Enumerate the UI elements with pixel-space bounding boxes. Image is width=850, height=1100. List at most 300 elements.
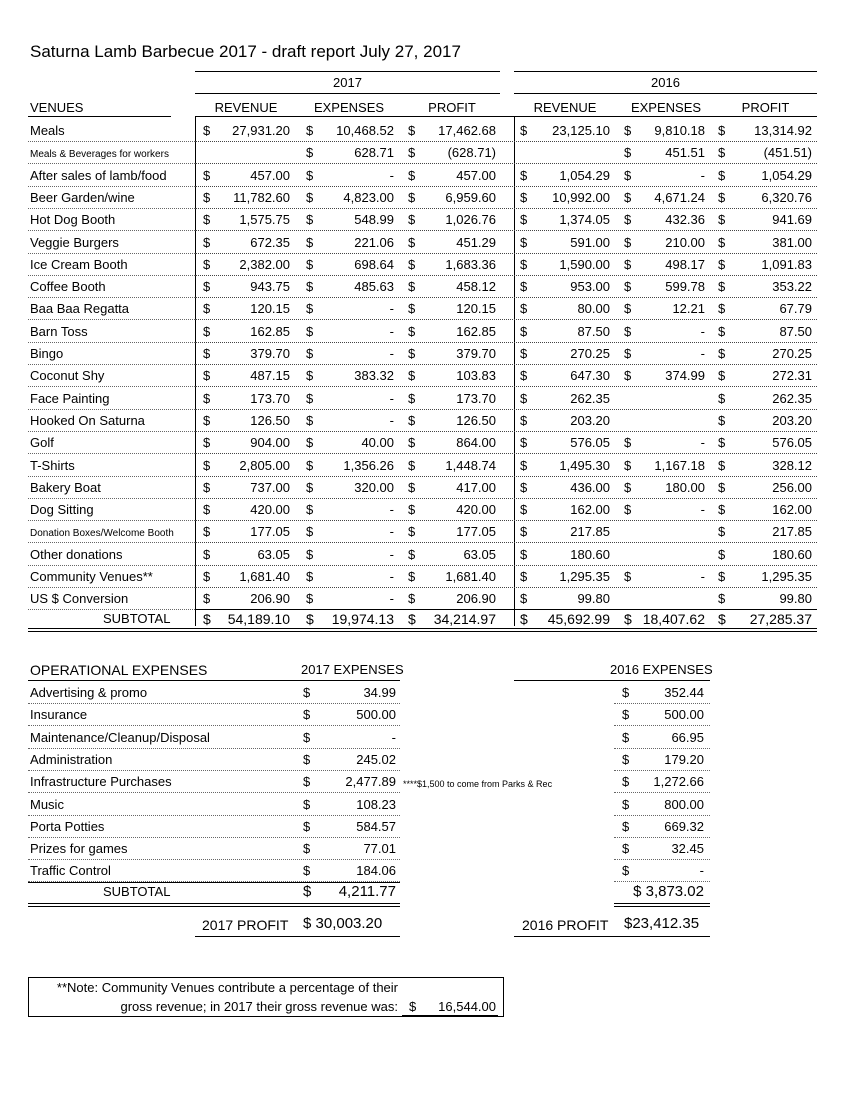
row-separator [28,208,195,209]
venue-profit-2016: 1,295.35 [761,569,812,584]
venue-revenue-2017: 173.70 [250,390,290,406]
currency-sign: $ [408,323,416,339]
venue-revenue-2016: 591.00 [570,234,610,250]
opex-name: Music [30,796,64,812]
row-separator [614,859,710,860]
year-header-2016: 2016 [651,75,680,90]
venue-profit-2016: 203.20 [772,412,812,428]
row-separator [614,770,710,771]
venue-expenses-2016: 432.36 [665,212,705,228]
report-title: Saturna Lamb Barbecue 2017 - draft report July 27, 2017 [30,42,461,61]
currency-sign: $ [718,212,726,228]
venue-profit-2016: (451.51) [763,145,812,161]
row-separator [195,476,817,477]
subtotal-revenue-2016: 45,692.99 [547,611,610,627]
currency-sign: $ [520,234,528,250]
row-separator [28,859,400,860]
opex-subtotal-double-rule-2016 [614,903,710,907]
opex-value-2016: 500.00 [664,707,704,723]
row-separator [195,163,817,164]
venue-profit-2017: (628.71) [447,145,496,161]
currency-sign: $ [622,841,630,857]
currency-sign: $ [306,145,314,161]
row-separator [195,253,817,254]
venue-expenses-2017: - [389,346,394,361]
rule-2017-top [195,71,500,72]
venue-expenses-2016: 374.99 [665,368,705,384]
row-separator [195,275,817,276]
subtotal-expenses-2016: 18,407.62 [642,611,705,627]
subtotal-profit-2016: 27,285.37 [749,611,812,627]
venue-expenses-2017: - [389,390,394,406]
opex-value-2017: 77.01 [363,841,396,857]
venue-revenue-2017: 487.15 [250,368,290,384]
currency-sign: $ [306,301,314,317]
currency-sign: $ [718,234,726,250]
row-separator [614,725,710,726]
currency-sign: $ [408,256,416,272]
currency-sign: $ [718,591,726,607]
currency-sign: $ [203,234,211,250]
venue-profit-2017: 1,683.36 [445,256,496,272]
opex-value-2017: 584.57 [356,818,396,834]
venues-header-rule [28,116,171,117]
opex-value-2016: 669.32 [664,818,704,834]
venue-profit-2016: 576.05 [772,435,812,451]
venue-revenue-2016: 262.35 [570,390,610,406]
venue-expenses-2016: 1,167.18 [654,457,705,473]
currency-sign: $ [408,167,416,183]
currency-sign: $ [303,796,311,812]
currency-sign: $ [306,346,314,361]
venue-name: Veggie Burgers [30,234,119,250]
currency-sign: $ [203,123,211,138]
venue-expenses-2017: - [389,591,394,607]
currency-sign: $ [622,685,630,700]
venue-expenses-2016: - [700,502,705,518]
currency-sign: $ [306,591,314,607]
venue-expenses-2017: 40.00 [361,435,394,451]
row-separator [195,297,817,298]
venue-expenses-2017: 548.99 [354,212,394,228]
venue-expenses-2016: 498.17 [665,256,705,272]
venue-expenses-2017: - [389,569,394,584]
venue-revenue-2017: 63.05 [257,546,290,562]
opex-col-2017: 2017 EXPENSES [301,662,404,677]
currency-sign: $ [408,189,416,205]
venue-profit-2016: 67.79 [779,301,812,317]
venue-expenses-2017: 383.32 [354,368,394,384]
currency-sign: $ [306,234,314,250]
venue-revenue-2017: 379.70 [250,346,290,361]
opex-value-2016: 1,272.66 [653,774,704,790]
venue-revenue-2016: 1,374.05 [559,212,610,228]
venue-name: Dog Sitting [30,502,94,518]
venue-revenue-2016: 80.00 [577,301,610,317]
currency-sign: $ [624,212,632,228]
venue-expenses-2017: 221.06 [354,234,394,250]
currency-sign: $ [624,167,632,183]
venue-revenue-2016: 180.60 [570,546,610,562]
row-separator [28,542,195,543]
row-separator [28,725,400,726]
currency-sign: $ [303,685,311,700]
venue-name: US $ Conversion [30,591,129,607]
currency-sign: $ [520,591,528,607]
venue-profit-2017: 120.15 [456,301,496,317]
venue-revenue-2017: 737.00 [250,479,290,495]
currency-sign: $ [718,346,726,361]
currency-sign: $ [306,435,314,451]
currency-sign: $ [203,368,211,384]
currency-sign: $ [306,479,314,495]
subtotal-top-rule [195,609,817,610]
row-separator [28,163,195,164]
venue-name: After sales of lamb/food [30,167,167,183]
currency-sign: $ [520,569,528,584]
currency-sign: $ [203,435,211,451]
rule-2016-top [514,71,817,72]
currency-sign: $ [408,435,416,451]
opex-value-2016: 179.20 [664,751,704,767]
currency-sign: $ [622,796,630,812]
row-separator [28,565,195,566]
currency-sign: $ [624,611,632,627]
currency-sign: $ [203,167,211,183]
venue-revenue-2016: 217.85 [570,524,610,540]
venue-profit-2017: 1,448.74 [445,457,496,473]
currency-sign: $ [306,368,314,384]
currency-sign: $ [203,323,211,339]
venue-profit-2017: 451.29 [456,234,496,250]
venue-expenses-2017: - [389,167,394,183]
venue-revenue-2017: 2,805.00 [239,457,290,473]
row-separator [28,770,400,771]
row-separator [195,565,817,566]
opex-value-2017: 500.00 [356,707,396,723]
venue-revenue-2016: 1,590.00 [559,256,610,272]
currency-sign: $ [408,368,416,384]
venue-name: Coffee Booth [30,279,106,295]
currency-sign: $ [624,502,632,518]
currency-sign: $ [408,457,416,473]
currency-sign: $ [303,729,311,745]
venue-profit-2016: 272.31 [772,368,812,384]
venue-name: Community Venues** [30,569,153,584]
currency-sign: $ [520,256,528,272]
venue-profit-2017: 17,462.68 [438,123,496,138]
opex-value-2017: 34.99 [363,685,396,700]
currency-sign: $ [624,256,632,272]
col-header-revenue-2016: REVENUE [533,100,597,115]
currency-sign: $ [408,279,416,295]
venue-expenses-2016: - [700,167,705,183]
opex-value-2016: 66.95 [671,729,704,745]
currency-sign: $ [203,569,211,584]
currency-sign: $ [624,569,632,584]
currency-sign: $ [306,457,314,473]
currency-sign: $ [718,390,726,406]
venue-profit-2017: 63.05 [463,546,496,562]
opex-name: Administration [30,751,113,767]
note-currency: $ [409,999,417,1014]
currency-sign: $ [624,435,632,451]
venue-name: Beer Garden/wine [30,189,135,205]
profit-2017-rule [195,936,400,937]
currency-sign: $ [718,479,726,495]
currency-sign: $ [624,189,632,205]
venue-expenses-2017: 485.63 [354,279,394,295]
currency-sign: $ [408,123,416,138]
currency-sign: $ [303,818,311,834]
currency-sign: $ [408,145,416,161]
venue-profit-2016: 270.25 [772,346,812,361]
row-separator [28,230,195,231]
venue-name: Bingo [30,346,64,361]
venue-name: Coconut Shy [30,368,105,384]
row-separator [195,208,817,209]
infrastructure-note: ****$1,500 to come from Parks & Rec [403,779,553,789]
venue-expenses-2016: 9,810.18 [654,123,705,138]
currency-sign: $ [624,279,632,295]
currency-sign: $ [408,611,416,627]
venue-profit-2016: 162.00 [772,502,812,518]
venue-expenses-2017: 4,823.00 [343,189,394,205]
currency-sign: $ [624,323,632,339]
currency-sign: $ [622,818,630,834]
opex-name: Infrastructure Purchases [30,774,172,790]
row-separator [195,386,817,387]
venue-name: Barn Toss [30,323,88,339]
row-separator [195,409,817,410]
venue-revenue-2017: 672.35 [250,234,290,250]
venue-expenses-2016: - [700,323,705,339]
opex-header-rule-2016 [514,680,710,681]
currency-sign: $ [718,145,726,161]
venue-expenses-2016: - [700,346,705,361]
currency-sign: $ [306,546,314,562]
venue-profit-2016: 262.35 [772,390,812,406]
venue-revenue-2017: 2,382.00 [239,256,290,272]
venue-expenses-2017: - [389,502,394,518]
currency-sign: $ [306,390,314,406]
venues-subtotal-label: SUBTOTAL [103,611,171,626]
row-separator [614,792,710,793]
currency-sign: $ [718,279,726,295]
venue-profit-2016: 941.69 [772,212,812,228]
subtotal-profit-2017: 34,214.97 [433,611,496,627]
currency-sign: $ [718,502,726,518]
venue-expenses-2016: 12.21 [672,301,705,317]
venue-profit-2017: 1,681.40 [445,569,496,584]
currency-sign: $ [520,457,528,473]
currency-sign: $ [306,167,314,183]
venue-name: Meals & Beverages for workers [30,149,169,161]
row-separator [195,520,817,521]
profit-2017-value: $ 30,003.20 [303,915,383,932]
venue-profit-2017: 864.00 [456,435,496,451]
row-separator [28,186,195,187]
venue-revenue-2016: 647.30 [570,368,610,384]
currency-sign: $ [306,256,314,272]
currency-sign: $ [624,234,632,250]
currency-sign: $ [408,524,416,540]
venue-profit-2017: 417.00 [456,479,496,495]
year-header-2017: 2017 [333,75,362,90]
venue-name: Baa Baa Regatta [30,301,130,317]
row-separator [195,186,817,187]
currency-sign: $ [520,479,528,495]
venue-expenses-2016: 180.00 [665,479,705,495]
venue-profit-2017: 1,026.76 [445,212,496,228]
row-separator [28,386,195,387]
row-separator [195,141,817,142]
row-separator [28,342,195,343]
row-separator [28,275,195,276]
venue-expenses-2017: - [389,323,394,339]
currency-sign: $ [306,412,314,428]
venue-revenue-2016: 99.80 [577,591,610,607]
venues-header: VENUES [30,100,84,115]
venue-name: T-Shirts [30,457,75,473]
row-separator [28,364,195,365]
venue-profit-2017: 206.90 [456,591,496,607]
opex-value-2017: - [391,729,396,745]
currency-sign: $ [718,412,726,428]
note-line-1: **Note: Community Venues contribute a percentage of their [56,980,398,995]
currency-sign: $ [520,123,528,138]
venue-expenses-2016: 4,671.24 [654,189,705,205]
currency-sign: $ [306,212,314,228]
row-separator [195,453,817,454]
row-separator [614,815,710,816]
currency-sign: $ [203,279,211,295]
opex-subtotal-label: SUBTOTAL [103,884,171,899]
venue-profit-2016: 99.80 [779,591,812,607]
row-separator [195,319,817,320]
currency-sign: $ [718,457,726,473]
venue-expenses-2017: 1,356.26 [343,457,394,473]
currency-sign: $ [624,457,632,473]
currency-sign: $ [303,774,311,790]
currency-sign: $ [408,591,416,607]
venue-profit-2016: 353.22 [772,279,812,295]
opex-name: Insurance [30,707,88,723]
opex-subtotal-double-rule [28,903,400,907]
currency-sign: $ [520,611,528,627]
currency-sign: $ [408,234,416,250]
currency-sign: $ [203,301,211,317]
currency-sign: $ [303,707,311,723]
currency-sign: $ [408,346,416,361]
currency-sign: $ [718,256,726,272]
profit-2017-label: 2017 PROFIT [202,917,289,933]
currency-sign: $ [520,524,528,540]
currency-sign: $ [624,368,632,384]
currency-sign: $ [203,390,211,406]
opex-value-2017: 108.23 [356,796,396,812]
row-separator [28,792,400,793]
currency-sign: $ [203,212,211,228]
venue-revenue-2017: 420.00 [250,502,290,518]
row-separator [28,409,195,410]
venue-revenue-2016: 162.00 [570,502,610,518]
row-separator [28,815,400,816]
opex-header: OPERATIONAL EXPENSES [30,662,208,678]
subtotal-expenses-2017: 19,974.13 [331,611,394,627]
note-value: 16,544.00 [438,999,496,1014]
opex-value-2016: - [699,863,704,879]
opex-col-2016: 2016 EXPENSES [610,662,713,677]
currency-sign: $ [520,368,528,384]
currency-sign: $ [624,301,632,317]
row-separator [195,587,817,588]
row-separator [28,141,195,142]
divider-middle [514,116,515,626]
currency-sign: $ [306,502,314,518]
currency-sign: $ [303,863,311,879]
venue-profit-2017: 103.83 [456,368,496,384]
venue-profit-2016: 1,091.83 [761,256,812,272]
currency-sign: $ [306,123,314,138]
venue-revenue-2016: 203.20 [570,412,610,428]
opex-value-2016: 800.00 [664,796,704,812]
row-separator [195,542,817,543]
currency-sign: $ [718,569,726,584]
currency-sign: $ [624,145,632,161]
venue-profit-2017: 6,959.60 [445,189,496,205]
opex-value-2017: 184.06 [356,863,396,879]
columns-header-rule [195,116,817,117]
venue-name: Donation Boxes/Welcome Booth [30,528,174,540]
currency-sign: $ [622,729,630,745]
currency-sign: $ [520,390,528,406]
venue-revenue-2017: 126.50 [250,412,290,428]
venue-expenses-2016: - [700,569,705,584]
currency-sign: $ [203,479,211,495]
currency-sign: $ [203,546,211,562]
currency-sign: $ [520,502,528,518]
venue-revenue-2017: 120.15 [250,301,290,317]
venue-name: Meals [30,123,65,138]
venue-profit-2017: 457.00 [456,167,496,183]
row-separator [614,881,710,882]
opex-value-2017: 245.02 [356,751,396,767]
currency-sign: $ [520,412,528,428]
venue-name: Hooked On Saturna [30,412,145,428]
profit-2016-label: 2016 PROFIT [522,917,609,933]
venue-revenue-2017: 1,575.75 [239,212,290,228]
currency-sign: $ [718,123,726,138]
opex-name: Advertising & promo [30,685,148,700]
row-separator [195,230,817,231]
col-header-profit-2017: PROFIT [428,100,476,115]
opex-value-2016: 352.44 [664,685,704,700]
venue-expenses-2017: - [389,412,394,428]
currency-sign: $ [203,346,211,361]
currency-sign: $ [203,256,211,272]
currency-sign: $ [622,707,630,723]
venue-revenue-2016: 1,295.35 [559,569,610,584]
row-separator [28,319,195,320]
venue-profit-2017: 379.70 [456,346,496,361]
venue-revenue-2017: 1,681.40 [239,569,290,584]
venue-expenses-2016: 599.78 [665,279,705,295]
venue-name: Golf [30,435,54,451]
currency-sign: $ [718,524,726,540]
currency-sign: $ [303,841,311,857]
venue-profit-2017: 173.70 [456,390,496,406]
